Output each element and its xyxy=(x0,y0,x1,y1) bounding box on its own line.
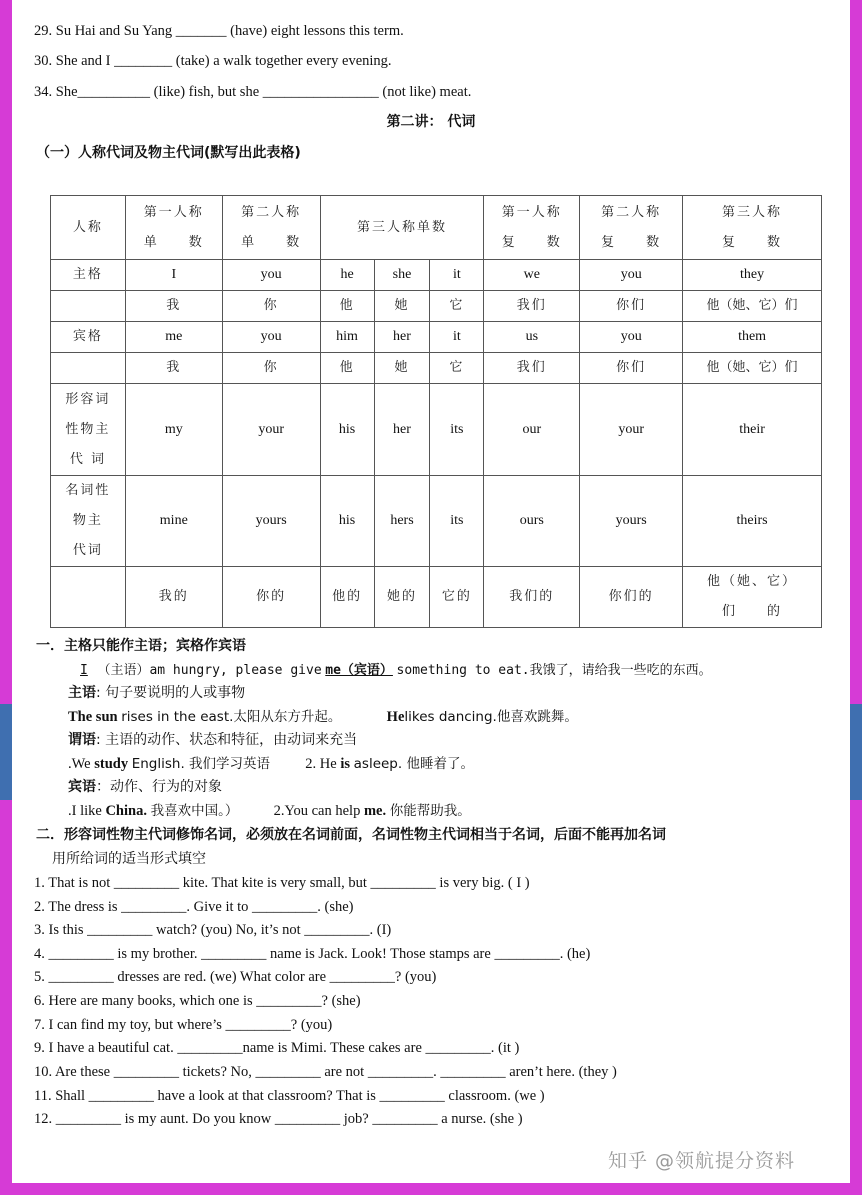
row-label-noun-possessive: 名词性 物主 代词 xyxy=(51,476,126,567)
object-term: 宾语 xyxy=(68,779,96,795)
exercise-11: 11. Shall _________ have a look at that classroom? That is _________ classroom. (we ) xyxy=(34,1088,545,1104)
worksheet-page xyxy=(12,0,850,1183)
subject-cn-row xyxy=(51,291,822,322)
table-cell xyxy=(51,291,126,322)
ex5-pre: .I like xyxy=(68,803,102,819)
table-cell: she xyxy=(374,260,430,291)
header-third-plural: 第三人称 复 数 xyxy=(683,196,822,260)
table-cell: 它 xyxy=(430,291,484,322)
table-cell: I xyxy=(125,260,222,291)
ex4-bold: is xyxy=(340,756,351,772)
exercise-6: 6. Here are many books, which one is _________? (she) xyxy=(34,993,361,1009)
exercise-4: 4. _________ is my brother. _________ name is Jack. Look! Those stamps are _________. (he) xyxy=(34,946,591,962)
object-cn-row xyxy=(51,353,822,384)
table-cell: you xyxy=(222,322,320,353)
table-cell: 他 xyxy=(320,291,374,322)
table-cell: its xyxy=(430,476,484,567)
ex3-rest: English. 我们学习英语 xyxy=(131,756,271,772)
table-cell: he xyxy=(320,260,374,291)
header-row xyxy=(51,196,822,260)
table-cell: me xyxy=(125,322,222,353)
table-cell: him xyxy=(320,322,374,353)
subject-examples xyxy=(68,708,578,726)
table-cell: 它的 xyxy=(430,567,484,628)
table-cell: his xyxy=(320,384,374,476)
table-cell: ours xyxy=(484,476,580,567)
predicate-definition xyxy=(68,731,357,749)
table-cell: 它 xyxy=(430,353,484,384)
ex1-rest: rises in the east.太阳从东方升起。 xyxy=(121,709,342,725)
object-examples xyxy=(68,802,471,820)
row-label-object: 宾格 xyxy=(51,322,126,353)
ex3-pre: .We xyxy=(68,756,91,772)
header-first-plural: 第一人称 复 数 xyxy=(484,196,580,260)
exercise-7: 7. I can find my toy, but where’s _________? (you) xyxy=(34,1017,333,1033)
table-cell: 你 xyxy=(222,291,320,322)
table-cell: his xyxy=(320,476,374,567)
table-cell: its xyxy=(430,384,484,476)
table-cell: your xyxy=(580,384,683,476)
ex1-bold: The sun xyxy=(68,709,118,725)
rule1-title: 一．主格只能作主语；宾格作宾语 xyxy=(36,638,246,654)
exercise-3: 3. Is this _________ watch? (you) No, it’s not _________. (I) xyxy=(34,922,392,938)
table-cell: our xyxy=(484,384,580,476)
table-cell: 他（她、它） 们 的 xyxy=(683,567,822,628)
rule1-example xyxy=(74,661,712,680)
table-cell: yours xyxy=(580,476,683,567)
object-def: ：动作、行为的对象 xyxy=(96,779,222,795)
table-cell: mine xyxy=(125,476,222,567)
table-cell: 你 xyxy=(222,353,320,384)
ex6-rest: 你能帮助我。 xyxy=(389,803,471,819)
row-label-adjective-possessive: 形容词 性物主 代 词 xyxy=(51,384,126,476)
table-cell: you xyxy=(222,260,320,291)
exercise-12: 12. _________ is my aunt. Do you know _________ job? _________ a nurse. (she ) xyxy=(34,1111,523,1127)
ex4-pre: 2. He xyxy=(305,756,337,772)
object-row xyxy=(51,322,822,353)
adjective-possessive-row xyxy=(51,384,822,476)
ex2-rest: likes dancing.他喜欢跳舞。 xyxy=(404,709,578,725)
subject-term: 主语 xyxy=(68,685,96,701)
table-cell: 你们 xyxy=(580,291,683,322)
table-cell: 我 xyxy=(125,353,222,384)
table-cell: her xyxy=(374,384,430,476)
exercise-9: 9. I have a beautiful cat. _________name is Mimi. These cakes are _________. (it ) xyxy=(34,1040,520,1056)
table-cell: her xyxy=(374,322,430,353)
section-title: （一）人称代词及物主代词(默写出此表格) xyxy=(36,145,301,161)
header-second-single: 第二人称 单 数 xyxy=(222,196,320,260)
pronoun-table xyxy=(50,195,822,628)
predicate-examples xyxy=(68,755,474,773)
table-cell: yours xyxy=(222,476,320,567)
header-second-plural: 第二人称 复 数 xyxy=(580,196,683,260)
table-cell: 你们 xyxy=(580,353,683,384)
row-label-subject: 主格 xyxy=(51,260,126,291)
example-object-me: me（宾语） xyxy=(325,663,393,678)
table-cell: 他（她、它）们 xyxy=(683,291,822,322)
table-cell: 我的 xyxy=(125,567,222,628)
object-definition xyxy=(68,778,222,796)
predicate-term: 谓语 xyxy=(68,732,96,748)
ex5-bold: China. xyxy=(105,803,147,819)
table-cell: your xyxy=(222,384,320,476)
subject-row xyxy=(51,260,822,291)
rule2-instruction: 用所给词的适当形式填空 xyxy=(52,851,206,867)
table-cell: 我 xyxy=(125,291,222,322)
subject-definition xyxy=(68,684,245,702)
header-person: 人称 xyxy=(51,196,126,260)
left-side-band xyxy=(0,704,12,800)
exercise-29: 29. Su Hai and Su Yang _______ (have) eight lessons this term. xyxy=(34,23,404,39)
example-subject-I: I xyxy=(80,663,88,678)
table-cell: it xyxy=(430,260,484,291)
ex4-rest: asleep. 他睡着了。 xyxy=(353,756,474,772)
ex3-bold: study xyxy=(94,756,129,772)
table-cell: you xyxy=(580,260,683,291)
exercise-10: 10. Are these _________ tickets? No, _________ are not _________. _________ aren’t here. (they ) xyxy=(34,1064,617,1080)
table-cell: their xyxy=(683,384,822,476)
watermark: 知乎 @领航提分资料 xyxy=(608,1150,796,1172)
exercise-2: 2. The dress is _________. Give it to _________. (she) xyxy=(34,899,354,915)
ex6-pre: 2.You can help xyxy=(273,803,361,819)
exercise-30: 30. She and I ________ (take) a walk together every evening. xyxy=(34,53,392,69)
example-mid: （主语）am hungry, please give xyxy=(97,663,322,678)
table-cell: my xyxy=(125,384,222,476)
table-cell: 你们的 xyxy=(580,567,683,628)
header-first-single: 第一人称 单 数 xyxy=(125,196,222,260)
table-cell: theirs xyxy=(683,476,822,567)
table-cell xyxy=(51,353,126,384)
table-cell: 她 xyxy=(374,291,430,322)
ex6-bold: me. xyxy=(363,803,387,819)
table-cell: 他的 xyxy=(320,567,374,628)
table-cell: us xyxy=(484,322,580,353)
example-end: something to eat.我饿了，请给我一些吃的东西。 xyxy=(396,663,712,678)
predicate-def: : 主语的动作、状态和特征，由动词来充当 xyxy=(96,732,358,748)
table-cell: hers xyxy=(374,476,430,567)
ex5-rest: 我喜欢中国。） xyxy=(150,803,239,819)
table-cell: 他（她、它）们 xyxy=(683,353,822,384)
right-side-band xyxy=(850,704,862,800)
noun-possessive-row xyxy=(51,476,822,567)
header-third-single: 第三人称单数 xyxy=(320,196,484,260)
exercise-1: 1. That is not _________ kite. That kite is very small, but _________ is very big. ( I ) xyxy=(34,875,530,891)
subject-def: : 句子要说明的人或事物 xyxy=(96,685,246,701)
table-cell: 我们 xyxy=(484,353,580,384)
exercise-5: 5. _________ dresses are red. (we) What color are _________? (you) xyxy=(34,969,437,985)
table-cell xyxy=(51,567,126,628)
table-cell: 我们 xyxy=(484,291,580,322)
table-cell: they xyxy=(683,260,822,291)
table-cell: we xyxy=(484,260,580,291)
table-cell: 我们的 xyxy=(484,567,580,628)
exercise-34: 34. She__________ (like) fish, but she ________________ (not like) meat. xyxy=(34,84,472,100)
noun-possessive-cn-row xyxy=(51,567,822,628)
table-cell: 你的 xyxy=(222,567,320,628)
table-cell: it xyxy=(430,322,484,353)
lecture-title: 第二讲： 代词 xyxy=(386,114,476,130)
ex2-bold: He xyxy=(386,709,405,725)
table-cell: you xyxy=(580,322,683,353)
rule2-title: 二．形容词性物主代词修饰名词，必须放在名词前面，名词性物主代词相当于名词，后面不能再加名词 xyxy=(36,827,666,843)
table-cell: 她 xyxy=(374,353,430,384)
table-cell: 他 xyxy=(320,353,374,384)
table-cell: 她的 xyxy=(374,567,430,628)
table-cell: them xyxy=(683,322,822,353)
